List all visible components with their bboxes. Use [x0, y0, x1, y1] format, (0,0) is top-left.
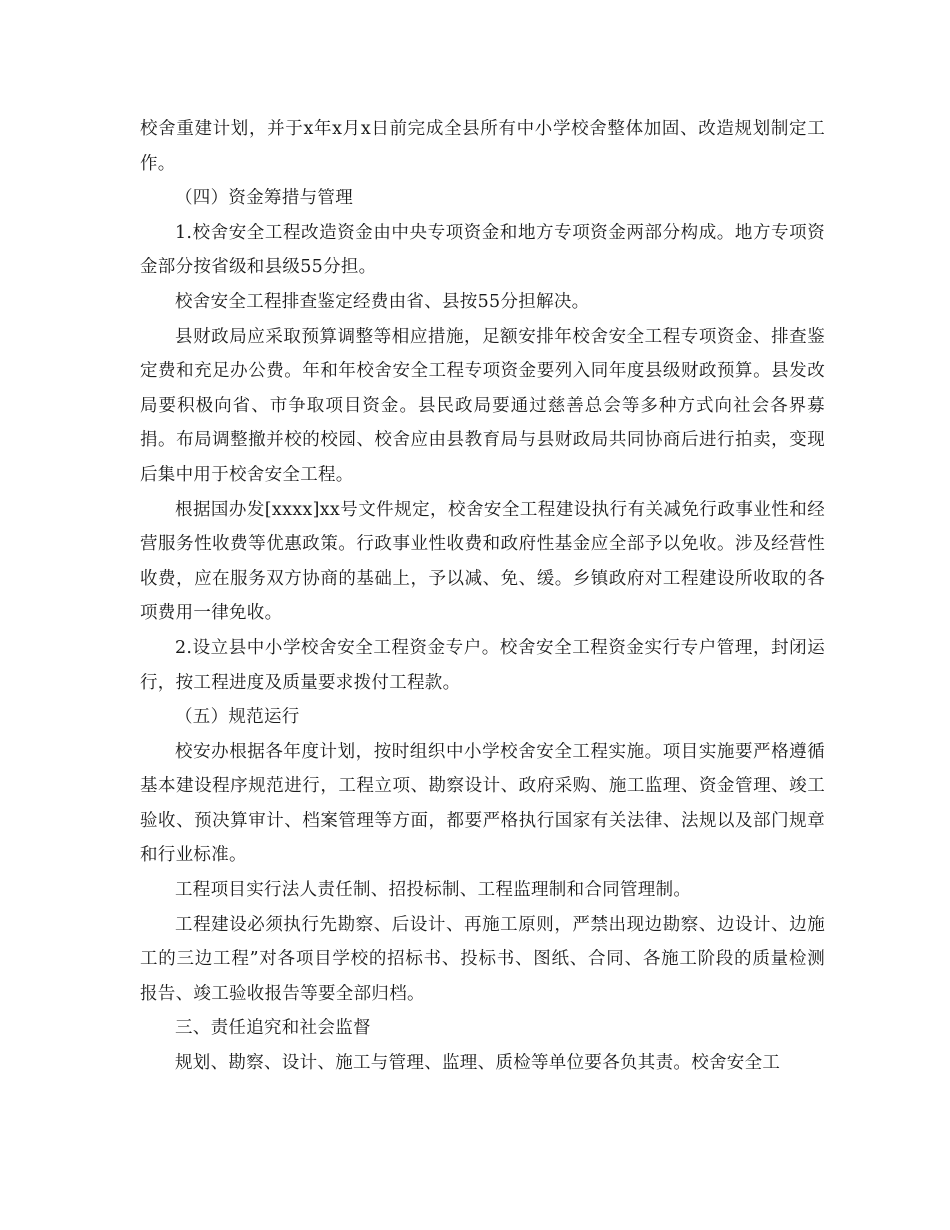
paragraph: 工程项目实行法人责任制、招投标制、工程监理制和合同管理制。 [175, 880, 692, 901]
section-heading-operation: （五）规范运行 [175, 707, 300, 728]
paragraph: 校舍重建计划，并于x年x月x日前完成全县所有中小学校舍整体加固、改造规划制定工作。 [140, 119, 825, 174]
paragraph: 2.设立县中小学校舍安全工程资金专户。校舍安全工程资金实行专户管理，封闭运行，按工程进度及质量要求拨付工程款。 [140, 637, 825, 693]
paragraph: 县财政局应采取预算调整等相应措施，足额安排年校舍安全工程专项资金、排查鉴定费和充足办公费。年和年校舍安全工程专项资金要列入同年度县级财政预算。县发改局要积极向省、市争取项目资金。县民政局要通过慈善总会等多种方式向社会各界募捐。布局调整撤并校的校园、校舍应由县教育局与县财政局共同协商后进行拍卖，变现后集中用于校舍安全工程。 [140, 326, 825, 485]
paragraph: 1.校舍安全工程改造资金由中央专项资金和地方专项资金两部分构成。地方专项资金部分按省级和县级55分担。 [140, 222, 825, 278]
section-heading-accountability: 三、责任追究和社会监督 [175, 1018, 371, 1039]
paragraph: 规划、勘察、设计、施工与管理、监理、质检等单位要各负其责。校舍安全工 [175, 1053, 781, 1074]
section-heading-funding: （四）资金筹措与管理 [175, 188, 353, 209]
paragraph: 校舍安全工程排查鉴定经费由省、县按55分担解决。 [175, 291, 590, 312]
paragraph: 工程建设必须执行先勘察、后设计、再施工原则，严禁出现边勘察、边设计、边施工的三边工程”对各项目学校的招标书、投标书、图纸、合同、各施工阶段的质量检测报告、竣工验收报告等要全部归档。 [140, 914, 825, 1004]
document-body [140, 112, 825, 1081]
paragraph: 根据国办发[xxxx]xx号文件规定，校舍安全工程建设执行有关减免行政事业性和经营服务性收费等优惠政策。行政事业性收费和政府性基金应全部予以免收。涉及经营性收费，应在服务双方协商的基础上，予以减、免、缓。乡镇政府对工程建设所收取的各项费用一律免收。 [140, 499, 825, 624]
paragraph: 校安办根据各年度计划，按时组织中小学校舍安全工程实施。项目实施要严格遵循基本建设程序规范进行，工程立项、勘察设计、政府采购、施工监理、资金管理、竣工验收、预决算审计、档案管理等方面，都要严格执行国家有关法律、法规以及部门规章和行业标准。 [140, 741, 825, 866]
